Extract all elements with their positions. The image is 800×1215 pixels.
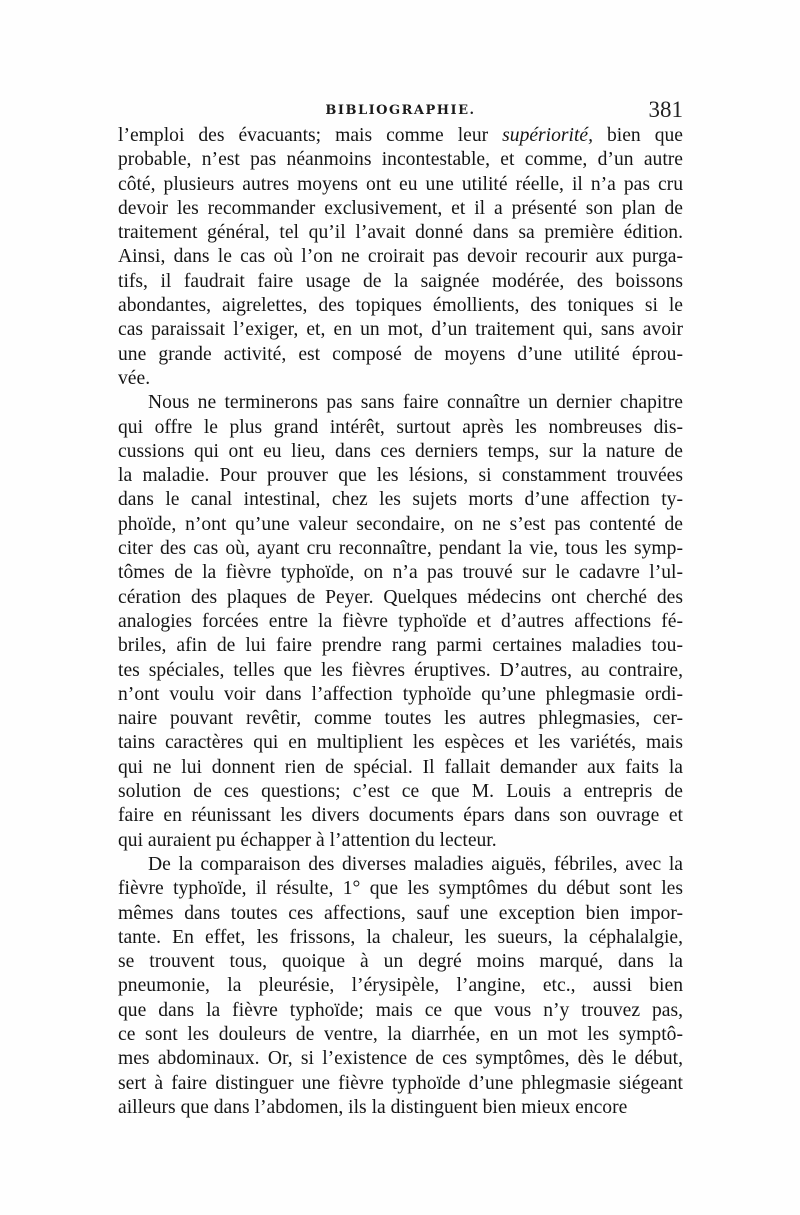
text-line	[118, 294, 683, 318]
text-line	[118, 537, 683, 561]
text-segment: cas paraissait l’exiger, et, en un mot, d’un traitement qui, sans avoir	[118, 319, 683, 341]
text-segment: n’ont voulu voir dans l’affection typhoïde qu’une phlegmasie ordi-	[118, 683, 683, 705]
italic-word: supériorité,	[502, 125, 594, 146]
text-segment: fièvre typhoïde, il résulte, 1° que les symptômes du début sont les	[118, 878, 683, 900]
text-line	[118, 683, 683, 707]
text-line	[118, 586, 683, 610]
paragraph	[118, 853, 683, 1120]
text-segment: sert à faire distinguer une fièvre typhoïde d’une phlegmasie siégeant	[118, 1072, 683, 1094]
text-segment: qui ne lui donnent rien de spécial. Il fallait demander aux faits la	[118, 756, 683, 778]
text-line	[118, 634, 683, 658]
text-line	[118, 318, 683, 342]
text-segment: ce sont les douleurs de ventre, la diarrhée, en un mot les symptô-	[118, 1023, 683, 1045]
text-segment: cussions qui ont eu lieu, dans ces derniers temps, sur la nature de	[118, 440, 683, 462]
text-line	[118, 902, 683, 926]
text-segment: briles, afin de lui faire prendre rang parmi certaines maladies tou-	[118, 635, 683, 657]
text-segment: qui auraient pu échapper à l’attention du lecteur.	[118, 829, 497, 851]
paragraph	[118, 124, 683, 391]
text-segment: tifs, il faudrait faire usage de la saignée modérée, des boissons	[118, 270, 683, 292]
text-segment: probable, n’est pas néanmoins incontestable, et comme, d’un autre	[118, 149, 683, 171]
page-number: 381	[648, 97, 683, 122]
text-line	[118, 780, 683, 804]
text-line	[118, 756, 683, 780]
text-segment: la maladie. Pour prouver que les lésions, si constamment trouvées	[118, 465, 683, 487]
text-line	[118, 173, 683, 197]
text-line	[118, 513, 683, 537]
text-line	[118, 1072, 683, 1096]
text-line	[118, 124, 683, 148]
text-segment: se trouvent tous, quoique à un degré moins marqué, dans la	[118, 951, 683, 973]
text-line	[118, 731, 683, 755]
text-line	[118, 221, 683, 245]
text-segment: pneumonie, la pleurésie, l’érysipèle, l’angine, etc., aussi bien	[118, 975, 683, 997]
text-line	[118, 1096, 683, 1120]
text-segment: tômes de la fièvre typhoïde, on n’a pas trouvé sur le cadavre l’ul-	[118, 562, 683, 584]
text-segment: Ainsi, dans le cas où l’on ne croirait pas devoir recourir aux purga-	[118, 246, 683, 268]
text-segment: cération des plaques de Peyer. Quelques médecins ont cherché des	[118, 586, 683, 608]
text-segment: côté, plusieurs autres moyens ont eu une utilité réelle, il n’a pas cru	[118, 173, 683, 195]
text-line	[118, 974, 683, 998]
text-segment: une grande activité, est composé de moyens d’une utilité éprou-	[118, 343, 683, 365]
text-segment: abondantes, aigrelettes, des topiques émollients, des toniques si le	[118, 295, 683, 317]
text-line	[118, 270, 683, 294]
text-line	[118, 804, 683, 828]
text-line	[118, 440, 683, 464]
text-line	[118, 148, 683, 172]
text-segment: analogies forcées entre la fièvre typhoïde et d’autres affections fé-	[118, 610, 683, 632]
text-line	[118, 416, 683, 440]
text-line	[118, 707, 683, 731]
text-segment: mêmes dans toutes ces affections, sauf une exception bien impor-	[118, 902, 683, 924]
text-segment: citer des cas où, ayant cru reconnaître, pendant la vie, tous les symp-	[118, 538, 683, 560]
text-segment: devoir les recommander exclusivement, et il a présenté son plan de	[118, 197, 683, 219]
text-line	[118, 829, 683, 853]
text-line	[118, 853, 683, 877]
text-line	[118, 488, 683, 512]
text-segment: solution de ces questions; c’est ce que M. Louis a entrepris de	[118, 781, 683, 803]
text-line	[118, 1047, 683, 1071]
text-line	[118, 877, 683, 901]
running-head	[118, 97, 683, 123]
text-line	[118, 950, 683, 974]
text-segment: tains caractères qui en multiplient les espèces et les variétés, mais	[118, 732, 683, 754]
running-title: BIBLIOGRAPHIE.	[325, 103, 476, 118]
text-line	[118, 1023, 683, 1047]
text-segment: Nous ne terminerons pas sans faire connaître un dernier chapitre	[148, 392, 683, 414]
body-text	[118, 124, 683, 1120]
text-segment: naire pouvant revêtir, comme toutes les autres phlegmasies, cer-	[118, 708, 683, 730]
text-segment: mes abdominaux. Or, si l’existence de ces symptômes, dès le début,	[118, 1048, 683, 1070]
text-segment: que dans la fièvre typhoïde; mais ce que vous n’y trouvez pas,	[118, 999, 683, 1021]
text-segment: faire en réunissant les divers documents épars dans son ouvrage et	[118, 805, 683, 827]
text-line	[118, 926, 683, 950]
text-segment: tes spéciales, telles que les fièvres éruptives. D’autres, au contraire,	[118, 659, 683, 681]
text-line	[118, 391, 683, 415]
text-segment: ailleurs que dans l’abdomen, ils la distinguent bien mieux encore	[118, 1096, 628, 1118]
text-segment: l’emploi des évacuants; mais comme leur	[118, 125, 503, 146]
text-line	[118, 343, 683, 367]
text-segment: vée.	[118, 367, 151, 389]
text-segment: phoïde, n’ont qu’une valeur secondaire, on ne s’est pas contenté de	[118, 513, 683, 535]
paragraph	[118, 391, 683, 853]
text-segment: tante. En effet, les frissons, la chaleur, les sueurs, la céphalalgie,	[118, 926, 683, 948]
text-segment: De la comparaison des diverses maladies aiguës, fébriles, avec la	[148, 853, 683, 875]
text-line	[118, 610, 683, 634]
text-line	[118, 999, 683, 1023]
text-line	[118, 245, 683, 269]
text-line	[118, 464, 683, 488]
text-segment: dans le canal intestinal, chez les sujets morts d’une affection ty-	[118, 489, 683, 511]
text-segment: qui offre le plus grand intérêt, surtout après les nombreuses dis-	[118, 416, 683, 438]
text-segment: traitement général, tel qu’il l’avait donné dans sa première édition.	[118, 222, 683, 244]
text-line	[118, 659, 683, 683]
text-line	[118, 197, 683, 221]
text-line	[118, 561, 683, 585]
text-line	[118, 367, 683, 391]
text-segment: bien que	[593, 125, 683, 146]
